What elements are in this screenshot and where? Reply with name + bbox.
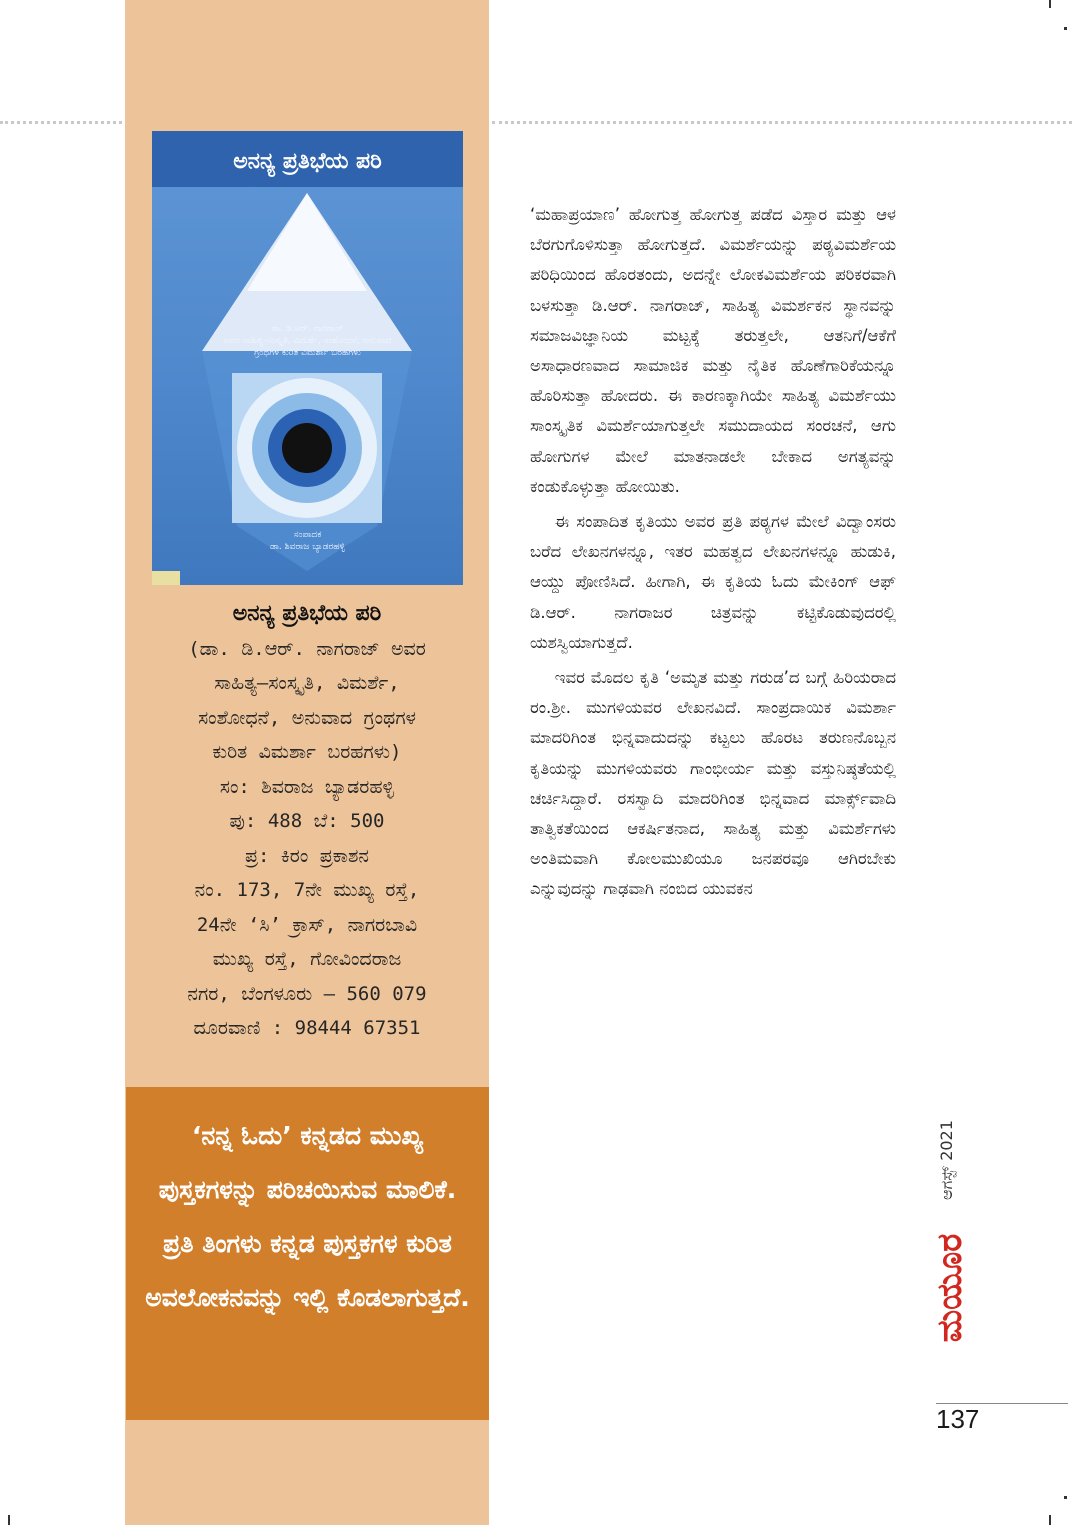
page-number: 137 <box>936 1404 980 1434</box>
book-cover <box>152 131 463 585</box>
series-promo-text: ‘ನನ್ನ ಓದು’ ಕನ್ನಡದ ಮುಖ್ಯ ಪುಸ್ತಕಗಳನ್ನು ಪರಿಚಯಿಸುವ ಮಾಲಿಕೆ. ಪ್ರತಿ ತಿಂಗಳು ಕನ್ನಡ ಪುಸ್ತಕಗಳ ಕುರಿತ ಅವಲೋಕನವನ್ನು ಇಲ್ಲಿ ಕೊಡಲಾಗುತ್ತದೆ. <box>145 1121 470 1312</box>
cover-author-name: ಡಾ. ಡಿ.ಆರ್. ನಾಗರಾಜ್ <box>271 324 344 334</box>
dotted-rule-right <box>492 121 1072 124</box>
book-detail-line: ಕುರಿತ ವಿಮರ್ಶಾ ಬರಹಗಳು) <box>212 741 402 763</box>
article-body <box>530 200 896 910</box>
article-paragraph: ‘ಮಹಾಪ್ರಯಾಣ’ ಹೋಗುತ್ತ ಹೋಗುತ್ತ ಪಡೆದ ವಿಸ್ತಾರ ಮತ್ತು ಆಳ ಬೆರಗುಗೊಳಿಸುತ್ತಾ ಹೋಗುತ್ತದೆ. ವಿಮರ್ಶೆಯನ್ನು ಪಠ್ಯವಿಮರ್ಶೆಯ ಪರಿಧಿಯಿಂದ ಹೊರತಂದು, ಅದನ್ನೇ ಲೋಕವಿಮರ್ಶೆಯ ಪರಿಕರವಾಗಿ ಬಳಸುತ್ತಾ ಡಿ.ಆರ್. ನಾಗರಾಜ್, ಸಾಹಿತ್ಯ ವಿಮರ್ಶಕನ ಸ್ಥಾನವನ್ನು ಸಮಾಜವಿಜ್ಞಾನಿಯ ಮಟ್ಟಕ್ಕೆ ತರುತ್ತಲೇ, ಆತನಿಗೆ/ಆಕೆಗೆ ಅಸಾಧಾರಣವಾದ ಸಾಮಾಜಿಕ ಮತ್ತು ನೈತಿಕ ಹೊಣೆಗಾರಿಕೆಯನ್ನೂ ಹೊರಿಸುತ್ತಾ ಹೋದರು. ಈ ಕಾರಣಕ್ಕಾಗಿಯೇ ಸಾಹಿತ್ಯ ವಿಮರ್ಶೆಯು ಸಾಂಸ್ಕೃತಿಕ ವಿಮರ್ಶೆಯಾಗುತ್ತಲೇ ಸಮುದಾಯದ ಸಂರಚನೆ, ಆಗು ಹೋಗುಗಳ ಮೇಲೆ ಮಾತನಾಡಲೇ ಬೇಕಾದ ಅಗತ್ಯವನ್ನು ಕಂಡುಕೊಳ್ಳುತ್ತಾ ಹೋಯಿತು. <box>530 205 896 496</box>
cover-author <box>212 323 403 359</box>
book-address-line: ಮುಖ್ಯ ರಸ್ತೆ, ಗೋವಿಂದರಾಜ <box>212 948 402 970</box>
dotted-rule-left <box>0 121 122 124</box>
book-title: ಅನನ್ಯ ಪ್ರತಿಭೆಯ ಪರಿ <box>232 601 382 626</box>
crop-mark <box>1064 1496 1067 1499</box>
crop-mark <box>8 1515 10 1525</box>
crop-mark <box>1064 27 1067 30</box>
crop-mark <box>1049 1515 1051 1525</box>
article-paragraph: ಇವರ ಮೊದಲ ಕೃತಿ ‘ಅಮೃತ ಮತ್ತು ಗರುಡ’ದ ಬಗ್ಗೆ ಹಿರಿಯರಾದ ರಂ.ಶ್ರೀ. ಮುಗಳಿಯವರ ಲೇಖನವಿದೆ. ಸಾಂಪ್ರದಾಯಿಕ ವಿಮರ್ಶಾ ಮಾದರಿಗಿಂತ ಭಿನ್ನವಾದುದನ್ನು ಕಟ್ಟಲು ಹೊರಟ ತರುಣನೊಬ್ಬನ ಕೃತಿಯನ್ನು ಮುಗಳಿಯವರು ಗಾಂಭೀರ್ಯ ಮತ್ತು ವಸ್ತುನಿಷ್ಠತೆಯಲ್ಲಿ ಚರ್ಚಿಸಿದ್ದಾರೆ. ರಸಸ್ವಾದಿ ಮಾದರಿಗಿಂತ ಭಿನ್ನವಾದ ಮಾರ್ಕ್ಸ್‌ವಾದಿ ತಾತ್ವಿಕತೆಯಿಂದ ಆಕರ್ಷಿತನಾದ, ಸಾಹಿತ್ಯ ಮತ್ತು ವಿಮರ್ಶೆಗಳು ಅಂತಿಮವಾಗಿ ಕೋಲಮುಖಿಯೂ ಜನಪರವೂ ಆಗಿರಬೇಕು ಎನ್ನುವುದನ್ನು ಗಾಢವಾಗಿ ನಂಬಿದ ಯುವಕನ <box>530 668 896 899</box>
issue-date: ಆಗಸ್ಟ್ 2021 <box>937 1120 956 1200</box>
book-detail-line: ಸಂಶೋಧನೆ, ಅನುವಾದ ಗ್ರಂಥಗಳ <box>198 706 416 729</box>
article-paragraph: ಈ ಸಂಪಾದಿತ ಕೃತಿಯು ಅವರ ಪ್ರತಿ ಪಠ್ಯಗಳ ಮೇಲೆ ವಿದ್ವಾಂಸರು ಬರೆದ ಲೇಖನಗಳನ್ನೂ, ಇತರ ಮಹತ್ವದ ಲೇಖನಗಳನ್ನೂ ಹುಡುಕಿ, ಆಯ್ದು ಪೋಣಿಸಿದೆ. ಹೀಗಾಗಿ, ಈ ಕೃತಿಯ ಓದು ಮೇಕಿಂಗ್ ಆಫ್ ಡಿ.ಆರ್. ನಾಗರಾಜರ ಚಿತ್ರವನ್ನು ಕಟ್ಟಿಕೊಡುವುದರಲ್ಲಿ ಯಶಸ್ವಿಯಾಗುತ್ತದೆ. <box>530 512 896 652</box>
book-details <box>128 597 486 1046</box>
book-detail-line: ಸಾಹಿತ್ಯ–ಸಂಸ್ಕೃತಿ, ವಿಮರ್ಶೆ, <box>214 672 400 694</box>
cover-editor-label: ಸಂಪಾದಕ <box>293 530 322 540</box>
book-pages-price: ಪು: 488 ಬೆ: 500 <box>229 810 385 832</box>
cover-subtitle: ಅವರ ಸಾಹಿತ್ಯ-ಸಂಸ್ಕೃತಿ, ವಿಮರ್ಶೆ, ಸಂಶೋಧನೆ, ಅನುವಾದ ಗ್ರಂಥಗಳ ಕುರಿತ ವಿಮರ್ಶಾ ಬರಹಗಳು <box>223 336 392 358</box>
book-editor-line: ಸಂ: ಶಿವರಾಜ ಬ್ಯಾಡರಹಳ್ಳಿ <box>219 775 395 798</box>
book-address-line: ನಂ. 173, 7ನೇ ಮುಖ್ಯ ರಸ್ತೆ, <box>194 879 420 901</box>
book-publisher: ಪ್ರ: ಕಿರಂ ಪ್ರಕಾಶನ <box>245 844 369 867</box>
crop-mark <box>1049 0 1051 8</box>
book-address-line: ನಗರ, ಬೆಂಗಳೂರು – 560 079 <box>187 982 427 1005</box>
cover-editor-name: ಡಾ. ಶಿವರಾಜ ಬ್ಯಾಡರಹಳ್ಳಿ <box>270 542 345 552</box>
cover-editor <box>192 529 423 553</box>
book-phone: ದೂರವಾಣಿ : 98444 67351 <box>193 1017 421 1039</box>
book-detail-line: (ಡಾ. ಡಿ.ಆರ್. ನಾಗರಾಜ್ ಅವರ <box>188 637 426 660</box>
series-promo-box <box>126 1087 489 1420</box>
cover-title: ಅನನ್ಯ ಪ್ರತಿಭೆಯ ಪರಿ <box>233 149 382 174</box>
book-address-line: 24ನೇ ‘ಸಿ’ ಕ್ರಾಸ್, ನಾಗರಬಾವಿ <box>196 913 418 936</box>
magazine-masthead <box>925 1110 975 1390</box>
magazine-name: ಮಯೂರ <box>930 1233 970 1343</box>
